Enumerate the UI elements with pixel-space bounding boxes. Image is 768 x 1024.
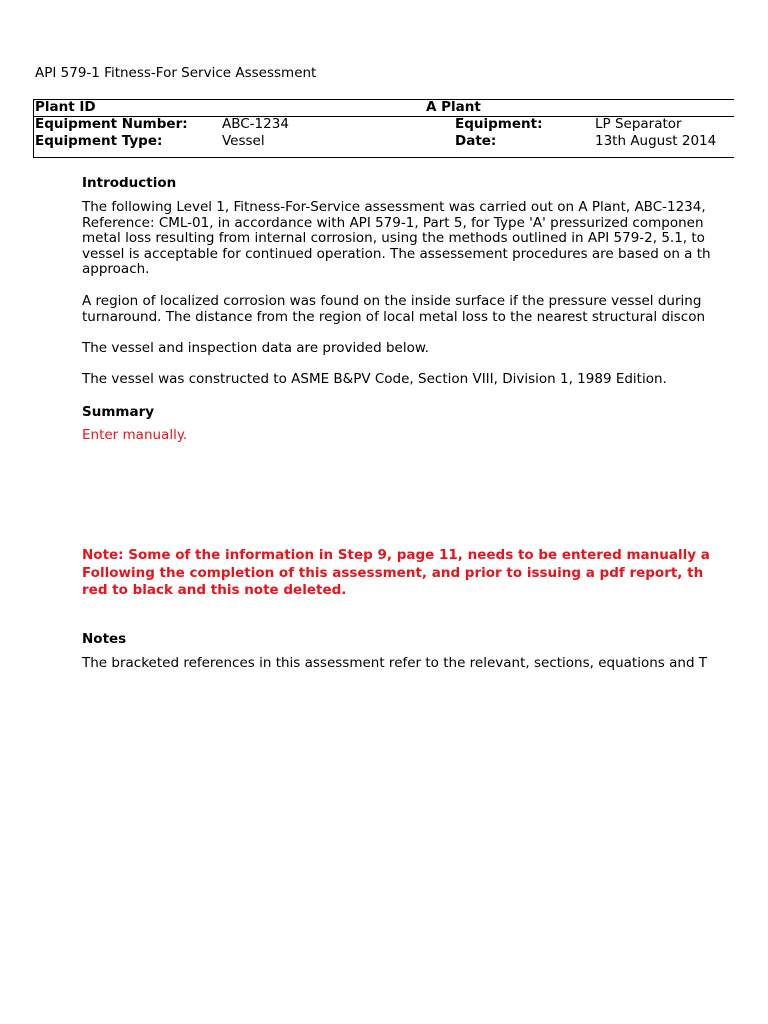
introduction-paragraph-3: The vessel and inspection data are provided below. (82, 340, 429, 356)
manual-entry-note (82, 547, 710, 600)
notes-text: The bracketed references in this assessment refer to the relevant, sections, equations and T (82, 655, 708, 671)
equipment-type-label: Equipment Type: (35, 133, 163, 149)
plant-id-value: A Plant (426, 99, 481, 115)
introduction-heading: Introduction (82, 175, 177, 191)
date-label: Date: (455, 133, 497, 149)
equipment-number-label: Equipment Number: (35, 116, 188, 132)
paragraph-line: approach. (82, 261, 150, 277)
note-line: Following the completion of this assessment, and prior to issuing a pdf report, th (82, 564, 704, 581)
paragraph-line: Reference: CML-01, in accordance with API 579-1, Part 5, for Type 'A' pressurized componen (82, 214, 704, 231)
paragraph-line: turnaround. The distance from the region of local metal loss to the nearest structural discon (82, 308, 706, 325)
equipment-info-table (33, 99, 734, 158)
date-value: 13th August 2014 (595, 133, 717, 149)
paragraph-line: A region of localized corrosion was found on the inside surface if the pressure vessel during (82, 293, 702, 309)
note-line: Note: Some of the information in Step 9, page 11, needs to be entered manually a (82, 547, 710, 563)
plant-id-label: Plant ID (35, 99, 96, 115)
document-title: API 579-1 Fitness-For Service Assessment (35, 65, 317, 81)
equipment-label: Equipment: (455, 116, 543, 132)
notes-heading: Notes (82, 631, 127, 647)
note-line: red to black and this note deleted. (82, 582, 347, 598)
summary-text: Enter manually. (82, 427, 188, 443)
introduction-paragraph-1 (82, 200, 711, 278)
introduction-paragraph-4: The vessel was constructed to ASME B&PV Code, Section VIII, Division 1, 1989 Edition. (82, 371, 667, 387)
paragraph-line: metal loss resulting from internal corrosion, using the methods outlined in API 579-2, 5.1, to (82, 230, 705, 246)
introduction-paragraph-2 (82, 294, 705, 325)
summary-heading: Summary (82, 404, 155, 420)
equipment-number-value: ABC-1234 (222, 116, 289, 132)
equipment-type-value: Vessel (222, 133, 265, 149)
paragraph-line: vessel is acceptable for continued operation. The assessement procedures are based on a th (82, 245, 711, 262)
paragraph-line: The following Level 1, Fitness-For-Service assessment was carried out on A Plant, ABC-1234, (82, 199, 706, 215)
equipment-value: LP Separator (595, 116, 682, 132)
